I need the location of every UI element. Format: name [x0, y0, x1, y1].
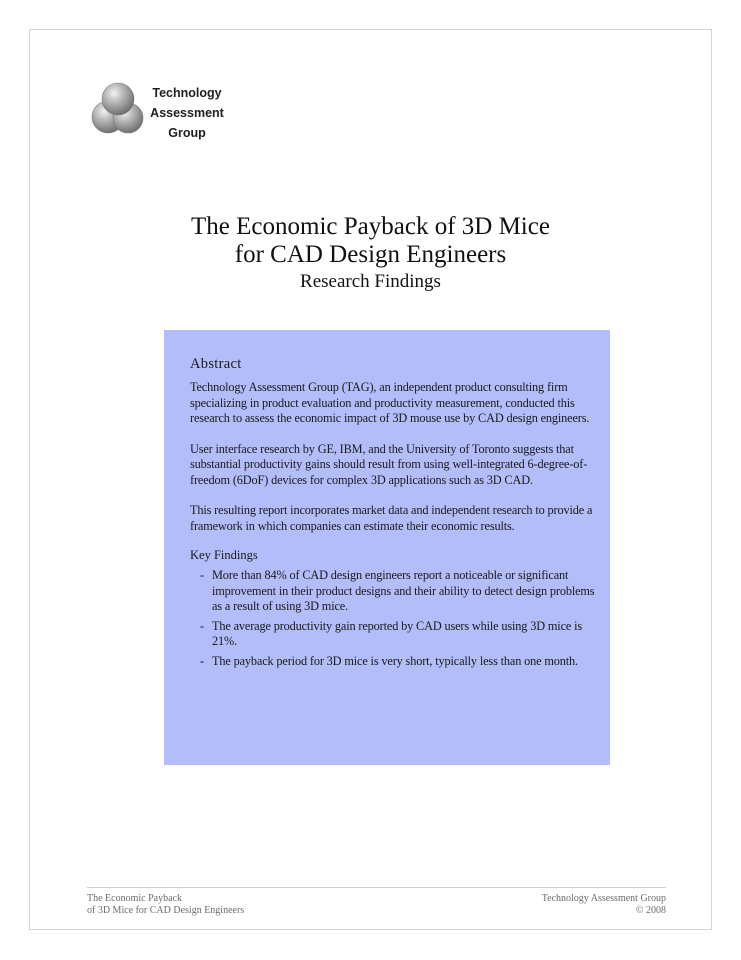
key-finding-text: More than 84% of CAD design engineers report a noticeable or significant improvement in their product designs and their ability to detect design problems as a result of using 3D mice. — [212, 568, 595, 613]
key-finding-item — [200, 619, 596, 650]
footer-right-line-1: Technology Assessment Group — [541, 893, 666, 904]
bullet-dash: - — [200, 568, 204, 582]
logo-line-1: Technology — [152, 86, 222, 100]
key-findings-heading: Key Findings — [190, 548, 258, 562]
document-title-block — [0, 213, 741, 294]
logo-wordmark — [148, 83, 226, 143]
footer-left-line-1: The Economic Payback — [87, 893, 182, 904]
tag-logo — [90, 81, 250, 141]
footer-right — [542, 893, 666, 917]
abstract-box — [164, 330, 610, 765]
bullet-dash: - — [200, 618, 204, 633]
three-spheres-logo-icon — [90, 81, 150, 141]
footer-right-line-2: © 2008 — [635, 905, 666, 916]
title-line-2: for CAD Design Engineers — [234, 241, 507, 268]
bullet-dash: - — [200, 653, 204, 668]
title-line-1: The Economic Payback of 3D Mice — [191, 213, 550, 240]
logo-line-3: Group — [168, 126, 206, 140]
abstract-heading: Abstract — [190, 356, 242, 372]
footer-divider — [87, 887, 666, 888]
abstract-paragraph-3: This resulting report incorporates market data and independent research to provide a framework in which companies can estimate their economic results. — [190, 503, 593, 533]
key-finding-item — [200, 654, 596, 670]
footer-left-line-2: of 3D Mice for CAD Design Engineers — [87, 905, 245, 916]
footer-left — [87, 893, 244, 917]
logo-line-2: Assessment — [150, 106, 224, 120]
key-finding-text: The payback period for 3D mice is very short, typically less than one month. — [212, 653, 578, 668]
abstract-paragraph-1: Technology Assessment Group (TAG), an independent product consulting firm specializing in product evaluation and productivity measurement, conducted this research to assess the economic impact of 3D mouse use by CAD design engineers. — [190, 380, 590, 425]
abstract-paragraph-2: User interface research by GE, IBM, and the University of Toronto suggests that substantial productivity gains should result from using well-integrated 6-degree-of-freedom (6DoF) devices for complex 3D applications such as 3D CAD. — [190, 441, 588, 487]
key-finding-text: The average productivity gain reported by CAD users while using 3D mice is 21%. — [212, 618, 583, 648]
document-subtitle: Research Findings — [300, 271, 441, 292]
key-finding-item — [200, 568, 596, 615]
key-findings-list — [190, 568, 596, 669]
